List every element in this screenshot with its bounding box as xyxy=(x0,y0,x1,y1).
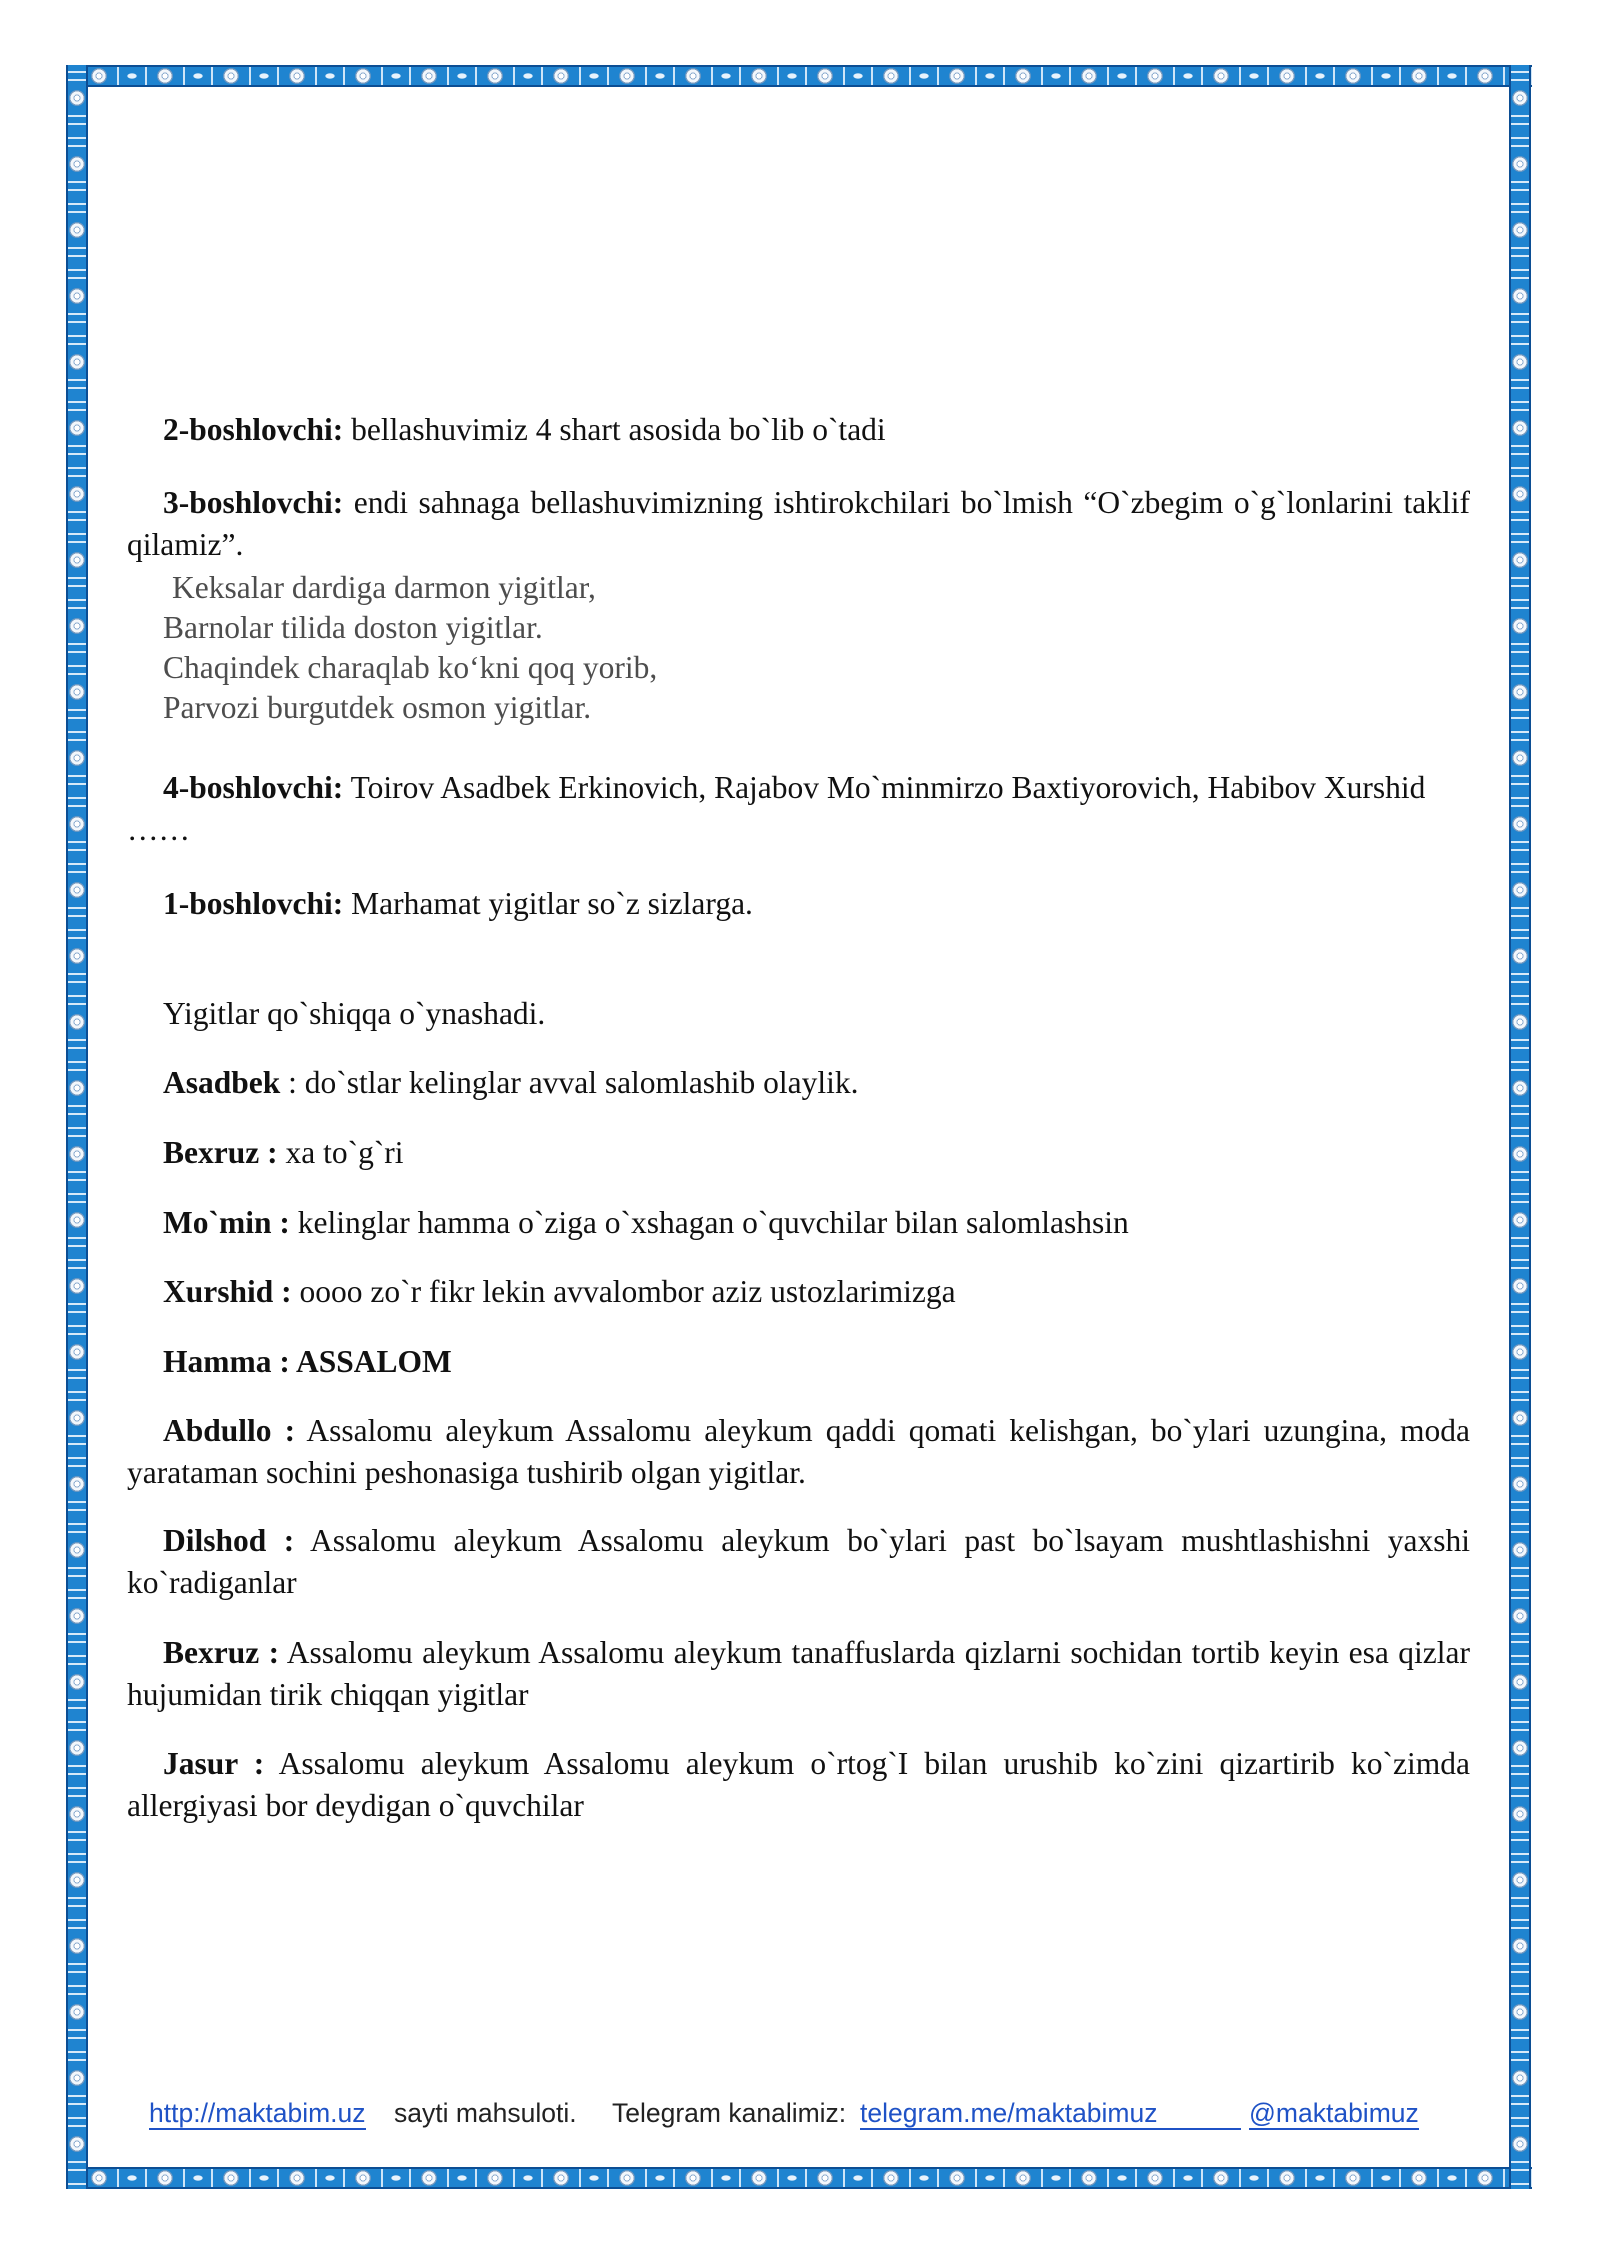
poem-line: Barnolar tilida doston yigitlar. xyxy=(163,610,543,645)
telegram-label: Telegram kanalimiz: xyxy=(612,2098,847,2128)
dialogue-hamma xyxy=(127,1341,1470,1383)
speaker-label: Jasur : xyxy=(163,1746,265,1781)
speaker-label: Hamma : ASSALOM xyxy=(163,1344,452,1379)
decorative-border-right xyxy=(1509,65,1531,2189)
speaker-label: 4-boshlovchi: xyxy=(163,770,344,805)
host-2-line xyxy=(127,409,1470,451)
page-footer xyxy=(0,2098,1600,2132)
site-suffix-text: sayti mahsuloti. xyxy=(394,2098,577,2128)
poem-stanza xyxy=(163,568,657,728)
decorative-border-bottom xyxy=(66,2167,1532,2189)
speaker-label: Xurshid : xyxy=(163,1274,292,1309)
speech-text: Marhamat yigitlar so`z sizlarga. xyxy=(343,886,753,921)
speech-text: Assalomu aleykum Assalomu aleykum o`rtog`I bilan urushib ko`zini qizartirib ko`zimda allergiyasi bor deydigan o`quvchilar xyxy=(127,1746,1470,1823)
speaker-label: Bexruz : xyxy=(163,1635,280,1670)
speaker-label: 3-boshlovchi: xyxy=(163,485,344,520)
telegram-handle-link[interactable]: @maktabimuz xyxy=(1249,2098,1419,2128)
speech-text: kelinglar hamma o`ziga o`xshagan o`quvchilar bilan salomlashsin xyxy=(289,1205,1129,1240)
telegram-channel-link[interactable]: telegram.me/maktabimuz xyxy=(860,2098,1241,2130)
speaker-label: Dilshod : xyxy=(163,1523,295,1558)
dialogue-bexruz xyxy=(127,1132,1470,1174)
speech-text: endi sahnaga bellashuvimizning ishtirokchilari bo`lmish “O`zbegim o`g`lonlarini taklif qilamiz”. xyxy=(127,485,1470,562)
speaker-label: 2-boshlovchi: xyxy=(163,412,344,447)
dialogue-momin xyxy=(127,1202,1470,1244)
dialogue-jasur xyxy=(127,1743,1470,1827)
poem-line: Keksalar dardiga darmon yigitlar, xyxy=(172,570,596,605)
dialogue-asadbek xyxy=(127,1062,1470,1104)
speech-text: : do`stlar kelinglar avval salomlashib olaylik. xyxy=(280,1065,859,1100)
speech-text: xa to`g`ri xyxy=(277,1135,404,1170)
dialogue-bexruz-intro xyxy=(127,1632,1470,1716)
dialogue-abdullo xyxy=(127,1410,1470,1494)
host-3-line xyxy=(127,482,1470,566)
host-4-line xyxy=(127,767,1470,851)
speech-text: oooo zo`r fikr lekin avvalombor aziz ustozlarimizga xyxy=(291,1274,956,1309)
site-link[interactable]: http://maktabim.uz xyxy=(149,2098,366,2128)
speech-text: Assalomu aleykum Assalomu aleykum bo`ylari past bo`lsayam mushtlashishni yaxshi ko`radiganlar xyxy=(127,1523,1470,1600)
stage-direction: Yigitlar qo`shiqqa o`ynashadi. xyxy=(163,996,546,1031)
speech-text: Toirov Asadbek Erkinovich, Rajabov Mo`minmirzo Baxtiyorovich, Habibov Xurshid …… xyxy=(127,770,1426,847)
dialogue-dilshod xyxy=(127,1520,1470,1604)
poem-line: Chaqindek charaqlab ko‘kni qoq yorib, xyxy=(163,650,658,685)
host-1-line xyxy=(127,883,1470,925)
speech-text: Assalomu aleykum Assalomu aleykum qaddi qomati kelishgan, bo`ylari uzungina, moda yarataman sochini peshonasiga tushirib olgan yigitlar. xyxy=(127,1413,1470,1490)
decorative-border-left xyxy=(66,65,88,2189)
speech-text: Assalomu aleykum Assalomu aleykum tanaffuslarda qizlarni sochidan tortib keyin esa qizlar hujumidan tirik chiqqan yigitlar xyxy=(127,1635,1470,1712)
speaker-label: Asadbek xyxy=(163,1065,281,1100)
speaker-label: Mo`min : xyxy=(163,1205,290,1240)
speaker-label: Bexruz : xyxy=(163,1135,278,1170)
dialogue-xurshid xyxy=(127,1271,1470,1313)
speech-text: bellashuvimiz 4 shart asosida bo`lib o`tadi xyxy=(343,412,886,447)
decorative-border-top xyxy=(66,65,1532,87)
speaker-label: 1-boshlovchi: xyxy=(163,886,344,921)
poem-line: Parvozi burgutdek osmon yigitlar. xyxy=(163,690,592,725)
speaker-label: Abdullo : xyxy=(163,1413,296,1448)
